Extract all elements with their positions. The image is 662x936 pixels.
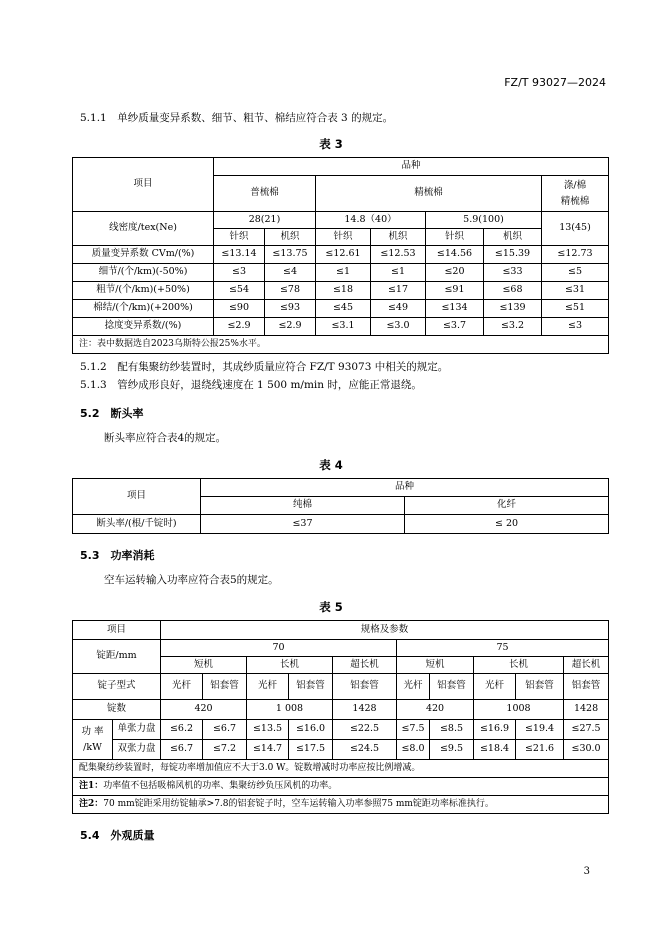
clause-5-1-3: 5.1.3 管纱成形良好，退绕线速度在 1 500 m/min 时，应能正常退绕。 — [80, 379, 422, 391]
t3-cell: ≤1 — [371, 264, 426, 282]
t3-cell: ≤4 — [265, 264, 316, 282]
t3-cell: ≤3.0 — [371, 318, 426, 336]
t3-cell: ≤3.2 — [484, 318, 542, 336]
t3-row-label: 细节/(个/km)(-50%) — [73, 264, 214, 282]
t5-cell: ≤7.2 — [203, 740, 247, 760]
t3-cell: ≤1 — [316, 264, 371, 282]
t5-cell: ≤7.5 — [397, 720, 430, 740]
t5-count: 1428 — [333, 700, 397, 720]
t3-weave: 机织 — [265, 229, 316, 246]
t3-cell: ≤139 — [484, 300, 542, 318]
t5-note-3-prefix: 注2： — [79, 799, 104, 810]
t5-cell: ≤6.7 — [203, 720, 247, 740]
t3-weave: 机织 — [484, 229, 542, 246]
t3-cell: ≤45 — [316, 300, 371, 318]
t5-plain: 光杆 — [397, 674, 430, 700]
t3-cell: ≤3.7 — [426, 318, 484, 336]
t5-gauge-70: 70 — [161, 640, 397, 657]
t5-cell: ≤14.7 — [247, 740, 289, 760]
t5-count: 1428 — [564, 700, 609, 720]
table-row — [73, 318, 609, 336]
t5-note-2-prefix: 注1： — [79, 781, 104, 792]
clause-5-1-2: 5.1.2 配有集聚纺纱装置时，其成纱质量应符合 FZ/T 93073 中相关的规定。 — [80, 361, 449, 373]
t5-spacing-label: 锭距/mm — [73, 640, 161, 674]
t5-cell: ≤13.5 — [247, 720, 289, 740]
t3-density-2: 14.8（40） — [316, 212, 426, 229]
t5-cell: ≤6.7 — [161, 740, 203, 760]
clause-5-1-1: 5.1.1 单纱质量变异系数、细节、粗节、棉结应符合表 3 的规定。 — [80, 112, 394, 124]
t3-cell: ≤14.56 — [426, 246, 484, 264]
t5-note-2-text: 功率值不包括吸棉风机的功率、集聚纺纱负压风机的功率。 — [103, 781, 338, 792]
t3-cell: ≤3 — [542, 318, 609, 336]
t5-cell: ≤16.0 — [289, 720, 333, 740]
t3-cell: ≤13.14 — [214, 246, 265, 264]
t3-cell: ≤78 — [265, 282, 316, 300]
t5-long: 长机 — [247, 657, 333, 674]
table-row — [73, 300, 609, 318]
heading-5-4: 5.4 外观质量 — [80, 829, 155, 842]
t5-cell: ≤16.9 — [474, 720, 516, 740]
t5-count: 420 — [397, 700, 474, 720]
table-4 — [72, 478, 609, 534]
t3-cell: ≤31 — [542, 282, 609, 300]
table-5 — [72, 620, 609, 814]
t3-row-label: 捻度变异系数/(%) — [73, 318, 214, 336]
t3-cell: ≤12.61 — [316, 246, 371, 264]
t5-power-label — [73, 720, 113, 760]
t5-count: 1008 — [474, 700, 564, 720]
t3-cell: ≤2.9 — [265, 318, 316, 336]
table3-caption: 表 3 — [319, 137, 343, 151]
t5-cell: ≤8.0 — [397, 740, 430, 760]
t4-header-variety: 品种 — [201, 479, 609, 497]
t5-cell: ≤8.5 — [430, 720, 474, 740]
t3-header-item: 项目 — [73, 158, 214, 212]
t4-header-cotton: 纯棉 — [201, 497, 405, 515]
t5-power-label-line2: /kW — [83, 741, 102, 753]
t5-plain: 光杆 — [247, 674, 289, 700]
t3-cell: ≤17 — [371, 282, 426, 300]
clause-5-3-text: 空车运转输入功率应符合表5的规定。 — [104, 574, 279, 586]
t3-header-ti-line1: 涤/棉 — [563, 180, 587, 192]
table-row — [73, 740, 609, 760]
t3-cell: ≤20 — [426, 264, 484, 282]
t3-header-ti-line2: 精梳棉 — [560, 195, 590, 207]
table-row — [73, 282, 609, 300]
t3-weave: 机织 — [371, 229, 426, 246]
t3-cell: ≤18 — [316, 282, 371, 300]
t5-plain: 光杆 — [474, 674, 516, 700]
t3-cell: ≤12.53 — [371, 246, 426, 264]
t5-cell: ≤18.4 — [474, 740, 516, 760]
t5-cell: ≤22.5 — [333, 720, 397, 740]
t5-alu: 铝套管 — [516, 674, 564, 700]
t4-cell: ≤ 20 — [405, 515, 609, 534]
t5-cell: ≤17.5 — [289, 740, 333, 760]
t3-header-jingsu: 精梳棉 — [316, 176, 542, 212]
t5-short: 短机 — [397, 657, 474, 674]
page-number: 3 — [583, 866, 590, 877]
t3-cell: ≤68 — [484, 282, 542, 300]
t3-cell: ≤90 — [214, 300, 265, 318]
t5-cell: ≤6.2 — [161, 720, 203, 740]
t5-alu: 铝套管 — [564, 674, 609, 700]
t5-count: 1 008 — [247, 700, 333, 720]
t5-alu: 铝套管 — [333, 674, 397, 700]
heading-5-2: 5.2 断头率 — [80, 407, 144, 420]
table5-caption: 表 5 — [319, 600, 343, 614]
t3-cell: ≤15.39 — [484, 246, 542, 264]
t3-cell: ≤2.9 — [214, 318, 265, 336]
t3-header-ti — [542, 176, 609, 212]
t3-note: 注：表中数据选自2023乌斯特公报25%水平。 — [73, 336, 609, 354]
t5-header-spec: 规格及参数 — [161, 621, 609, 640]
t5-cell: ≤30.0 — [564, 740, 609, 760]
table-3 — [72, 157, 609, 354]
t5-short: 短机 — [161, 657, 247, 674]
t5-double-label: 双张力盘 — [113, 740, 161, 760]
t4-cell: ≤37 — [201, 515, 405, 534]
t5-xlong: 超长机 — [333, 657, 397, 674]
t5-header-item: 项目 — [73, 621, 161, 640]
t5-note-3 — [73, 796, 609, 814]
t5-note-3-text: 70 mm锭距采用纺锭轴承>7.8的铝套锭子时，空车运转输入功率参照75 mm锭距功率标准执行。 — [103, 799, 494, 810]
t5-single-label: 单张力盘 — [113, 720, 161, 740]
t5-xlong: 超长机 — [564, 657, 609, 674]
t5-cell: ≤27.5 — [564, 720, 609, 740]
table-row — [73, 246, 609, 264]
t3-knit: 针织 — [214, 229, 265, 246]
t3-cell: ≤91 — [426, 282, 484, 300]
t3-cell: ≤134 — [426, 300, 484, 318]
t3-cell: ≤12.73 — [542, 246, 609, 264]
t3-cell: ≤54 — [214, 282, 265, 300]
t5-long: 长机 — [474, 657, 564, 674]
t3-density-3: 5.9(100) — [426, 212, 542, 229]
t3-row-label: 棉结/(个/km)(+200%) — [73, 300, 214, 318]
clause-5-2-text: 断头率应符合表4的规定。 — [104, 432, 227, 444]
t3-row-label: 粗节/(个/km)(+50%) — [73, 282, 214, 300]
table-row — [73, 515, 609, 534]
t5-cell: ≤21.6 — [516, 740, 564, 760]
t5-alu: 铝套管 — [430, 674, 474, 700]
t5-gauge-75: 75 — [397, 640, 609, 657]
t3-density-1: 28(21) — [214, 212, 316, 229]
t3-cell: ≤5 — [542, 264, 609, 282]
t5-alu: 铝套管 — [203, 674, 247, 700]
t3-cell: ≤13.75 — [265, 246, 316, 264]
table-row — [73, 700, 609, 720]
t3-knit: 针织 — [316, 229, 371, 246]
t3-density-label: 线密度/tex(Ne) — [73, 212, 214, 246]
t5-count-label: 锭数 — [73, 700, 161, 720]
t3-row-label: 质量变异系数 CVm/(%) — [73, 246, 214, 264]
t3-cell: ≤33 — [484, 264, 542, 282]
heading-5-3: 5.3 功率消耗 — [80, 549, 155, 562]
t5-note-1: 配集聚纺纱装置时，每锭功率增加值应不大于3.0 W。锭数增减时功率应按比例增减。 — [73, 760, 609, 778]
table-row — [73, 264, 609, 282]
document-code: FZ/T 93027—2024 — [504, 76, 606, 89]
table4-caption: 表 4 — [319, 458, 343, 472]
t3-cell: ≤51 — [542, 300, 609, 318]
t3-density-4: 13(45) — [542, 212, 609, 246]
t5-count: 420 — [161, 700, 247, 720]
t5-alu: 铝套管 — [289, 674, 333, 700]
t5-cell: ≤24.5 — [333, 740, 397, 760]
t4-row-label: 断头率/(根/千锭时) — [73, 515, 201, 534]
t3-cell: ≤3.1 — [316, 318, 371, 336]
t3-header-variety: 品种 — [214, 158, 609, 176]
t3-cell: ≤49 — [371, 300, 426, 318]
t3-header-pugao: 普梳棉 — [214, 176, 316, 212]
t3-knit: 针织 — [426, 229, 484, 246]
t4-header-chem: 化纤 — [405, 497, 609, 515]
t3-cell: ≤93 — [265, 300, 316, 318]
t5-power-label-line1: 功 率 — [81, 726, 104, 738]
t5-plain: 光杆 — [161, 674, 203, 700]
t5-cell: ≤9.5 — [430, 740, 474, 760]
t4-header-item: 项目 — [73, 479, 201, 515]
t5-spindle-type: 锭子型式 — [73, 674, 161, 700]
t5-note-2 — [73, 778, 609, 796]
table-row — [73, 720, 609, 740]
t5-cell: ≤19.4 — [516, 720, 564, 740]
t3-cell: ≤3 — [214, 264, 265, 282]
